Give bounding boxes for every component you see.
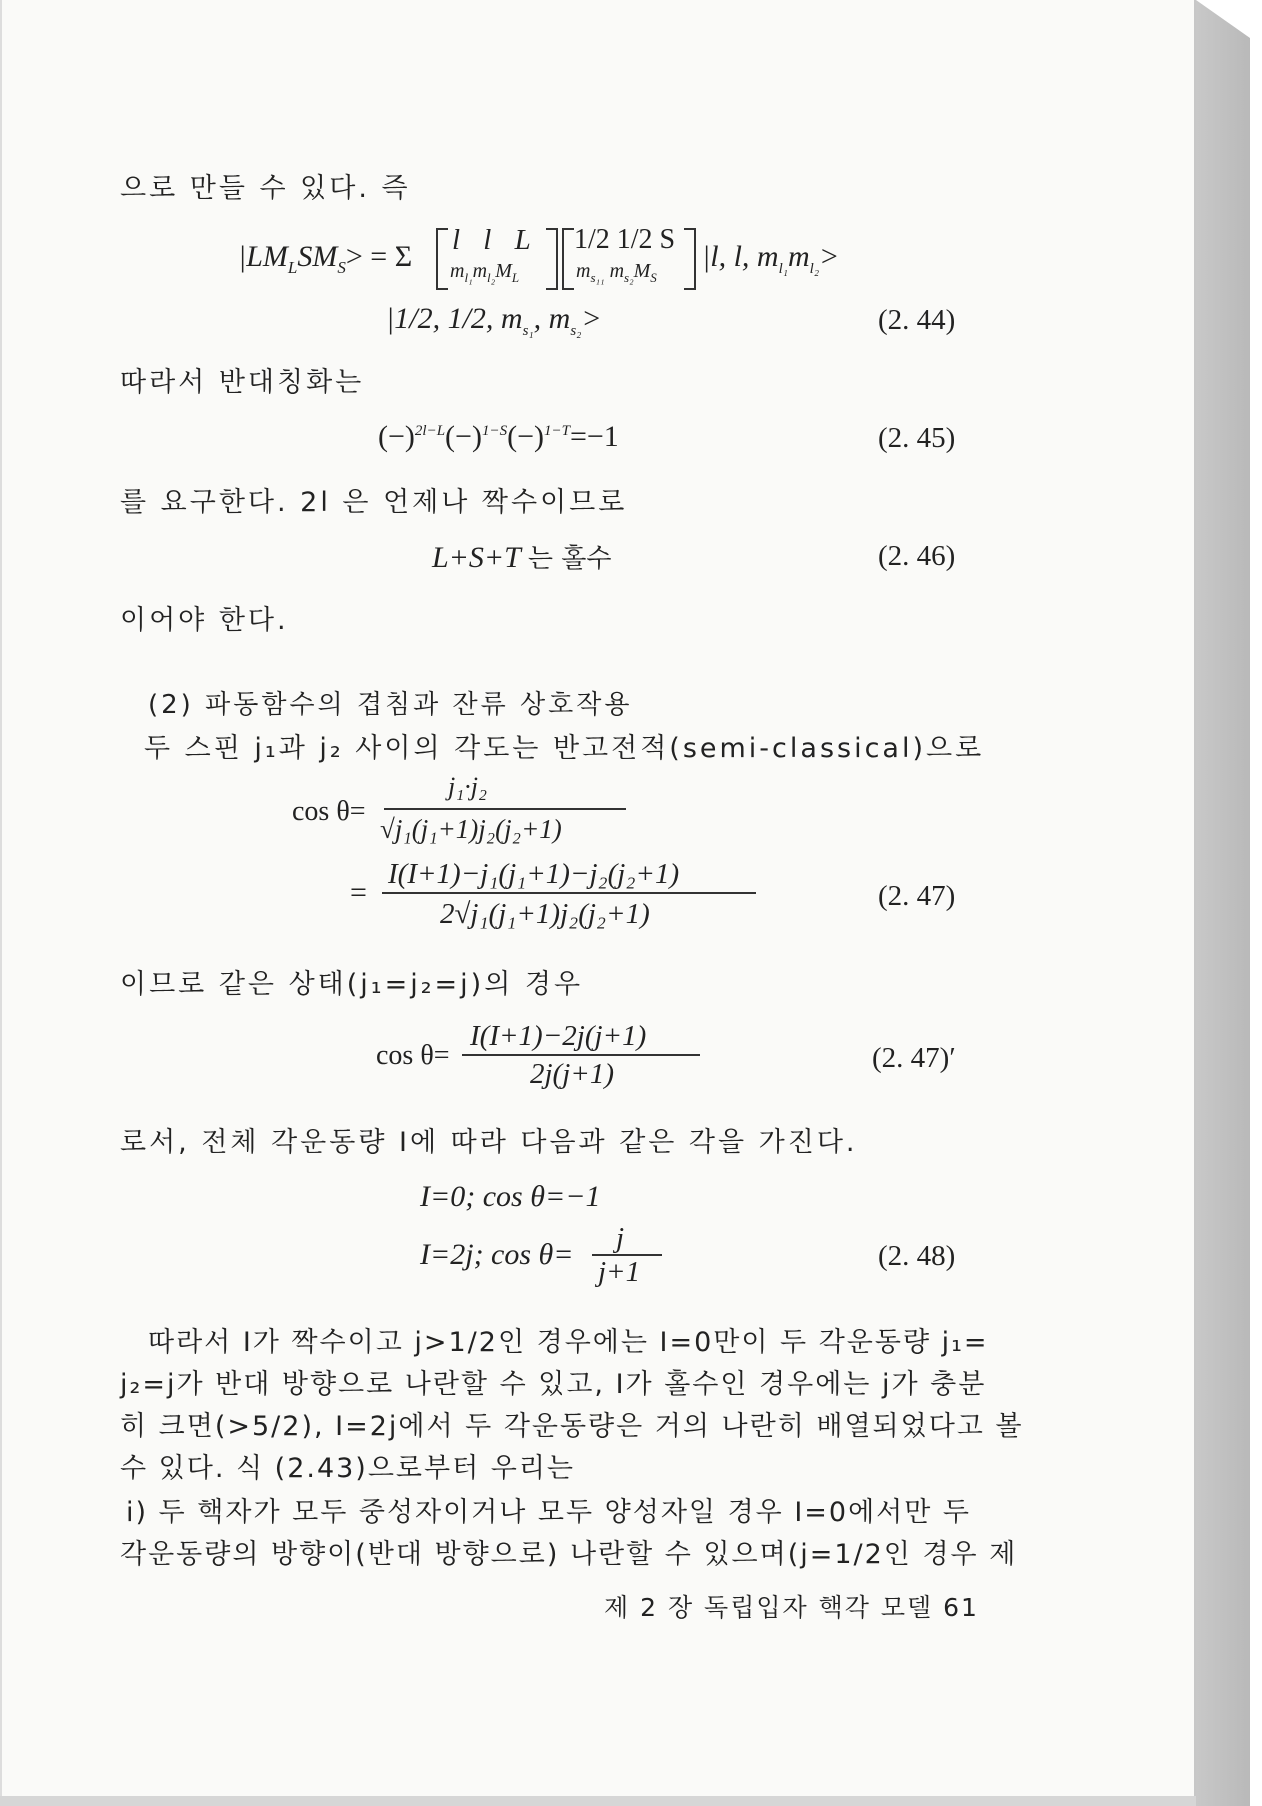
- intro-text: 으로 만들 수 있다. 즉: [120, 173, 411, 204]
- eq244-eqsum: > = Σ: [345, 240, 413, 273]
- eq247-bar2: [382, 892, 756, 894]
- page-edge-bottom: [0, 1796, 1196, 1806]
- para2-line2: 각운동량의 방향이(반대 방향으로) 나란할 수 있으며(j=1/2인 경우 제: [120, 1539, 1018, 1570]
- text-total: 로서, 전체 각운동량 I에 따라 다음과 같은 각을 가진다.: [120, 1127, 858, 1158]
- para1-line1: 따라서 I가 짝수이고 j>1/2인 경우에는 I=0만이 두 각운동량 j₁=: [148, 1327, 989, 1358]
- eq247-num2: I(I+1)−j₁(j₁+1)−j₂(j₂+1): [388, 858, 680, 890]
- bracket-left-2: [562, 228, 574, 290]
- para1-line3: 히 크면(>5/2), I=2j에서 두 각운동량은 거의 나란히 배열되었다고 볼: [120, 1411, 1024, 1442]
- section-2-title: (2) 파동함수의 겹침과 잔류 상호작용: [148, 690, 633, 720]
- eq248-den: j+1: [598, 1256, 641, 1288]
- text-same: 이므로 같은 상태(j₁=j₂=j)의 경우: [120, 969, 584, 1000]
- eq245-sup3: 1−T: [543, 423, 570, 439]
- eq247-bar1: [384, 808, 626, 810]
- equation-number-2-46: (2. 46): [878, 540, 956, 572]
- equation-number-2-47-prime: (2. 47)′: [872, 1042, 956, 1074]
- text-require: 를 요구한다. 2l 은 언제나 짝수이므로: [120, 487, 628, 518]
- eq244-ket-text: |l, l, m: [702, 240, 779, 273]
- eq245-sup2: 1−S: [481, 423, 508, 439]
- eq245-end: =−1: [569, 420, 619, 453]
- eq247-eq: =: [350, 876, 367, 909]
- equation-number-2-45: (2. 45): [878, 422, 956, 454]
- eq247-num1: j₁·j₂: [448, 772, 488, 801]
- eq246-word: 는 홀수: [527, 544, 612, 574]
- bracket-right-1: [546, 228, 558, 290]
- eq244-m2-top: 1/2 1/2 S: [574, 224, 676, 255]
- equation-number-2-44: (2. 44): [878, 304, 956, 336]
- eq248-num: j: [616, 1222, 625, 1254]
- para1-line2: j₂=j가 반대 방향으로 나란할 수 있고, I가 홀수인 경우에는 j가 충분: [120, 1369, 987, 1400]
- eq244-m1-top: l l L: [452, 224, 539, 256]
- eq245-a: (−): [378, 420, 415, 453]
- text-parity: 따라서 반대칭화는: [120, 367, 365, 398]
- bracket-left-1: [436, 228, 448, 290]
- equation-2-45: [378, 420, 619, 454]
- eq245-c: (−): [507, 420, 544, 453]
- eq246-expr: L+S+T: [432, 541, 521, 574]
- eq244-lhs2: SM: [297, 240, 338, 273]
- equation-2-46: [432, 538, 611, 575]
- eq245-b: (−): [445, 420, 482, 453]
- para1-line4: 수 있다. 식 (2.43)으로부터 우리는: [120, 1453, 575, 1484]
- eq247p-bar: [462, 1054, 700, 1056]
- eq244-lhs-text: |LM: [238, 240, 288, 273]
- text-angle: 두 스핀 j₁과 j₂ 사이의 각도는 반고전적(semi-classical)으로: [144, 733, 985, 764]
- eq247p-den: 2j(j+1): [530, 1058, 614, 1090]
- eq244-lhs2-sub: S: [337, 258, 346, 277]
- eq248-a: I=0; cos θ=−1: [420, 1180, 601, 1213]
- eq247p-lhs: cos θ=: [376, 1040, 450, 1071]
- text-must: 이어야 한다.: [120, 605, 289, 636]
- eq247-den1: √j₁(j₁+1)j₂(j₂+1): [380, 814, 562, 844]
- eq245-sup1: 2l−L: [414, 423, 446, 439]
- equation-number-2-48: (2. 48): [878, 1240, 956, 1272]
- eq247p-num: I(I+1)−2j(j+1): [470, 1020, 647, 1052]
- page-edge: [1196, 0, 1250, 1806]
- eq244-m1-bot: $m_{l_1}m_{l_2}M_L$: [450, 260, 520, 285]
- bracket-right-2: [684, 228, 696, 290]
- para2-line1: i) 두 핵자가 모두 중성자이거나 모두 양성자일 경우 I=0에서만 두: [126, 1497, 972, 1528]
- equation-number-2-47: (2. 47): [878, 880, 956, 912]
- eq244-lhs: [238, 240, 412, 278]
- eq244-lhs-sub: L: [287, 258, 298, 277]
- eq244-line2-text: |1/2, 1/2, m: [386, 302, 523, 335]
- eq244-ket: |l, l, $m_{l_1}m_{l_2}>$: [702, 240, 840, 277]
- eq244-line2: |1/2, 1/2, $m_{s_1}$, $m_{s_2}>$: [386, 302, 602, 339]
- eq247-lhs: cos θ=: [292, 796, 366, 827]
- eq247-den2: 2√j₁(j₁+1)j₂(j₂+1): [440, 898, 650, 930]
- eq248-b: I=2j; cos θ=: [420, 1238, 574, 1271]
- page-footer: 제 2 장 독립입자 핵각 모델 61: [604, 1593, 979, 1622]
- eq244-m2-bot: $m_{s_{11}}$ $m_{s_2}M_S$: [576, 260, 657, 285]
